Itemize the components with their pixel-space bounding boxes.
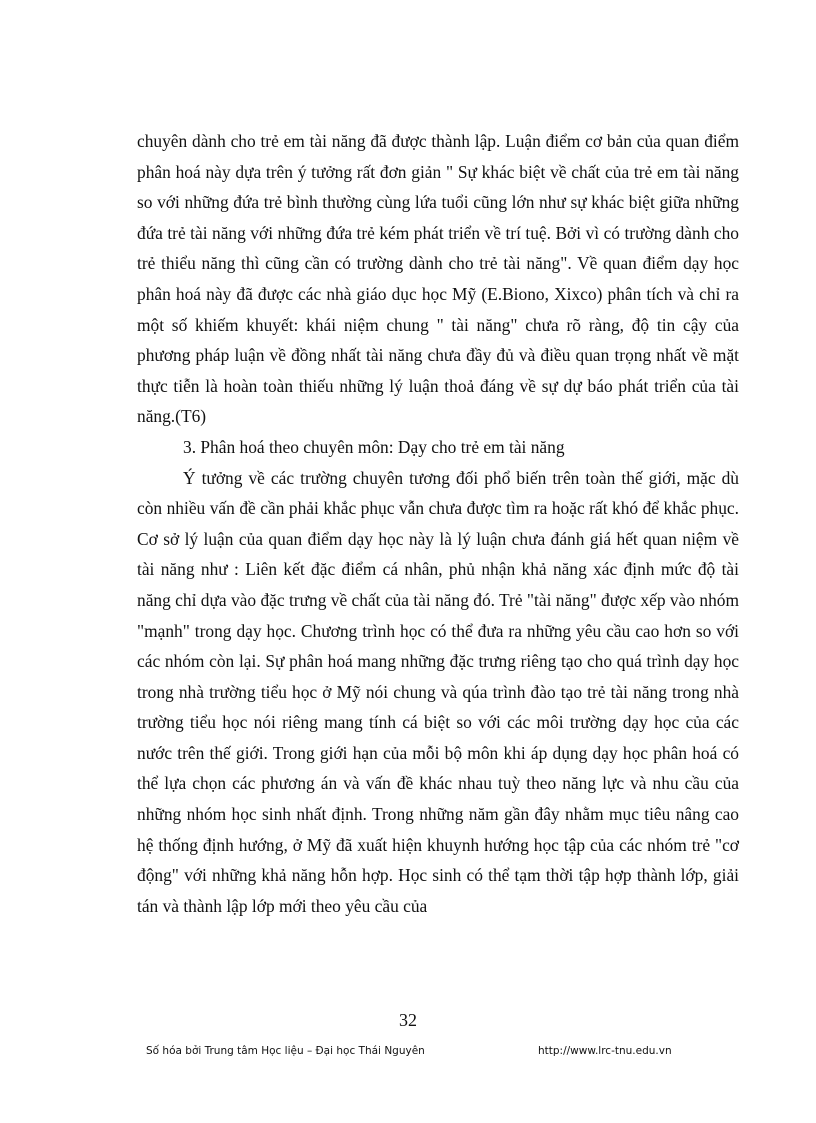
paragraph-body: Ý tưởng về các trường chuyên tương đối phổ biến trên toàn thế giới, mặc dù còn nhiều vấn đề cần phải khắc phục vẫn chưa được tìm ra hoặc rất khó để khắc phục. Cơ sở lý luận của quan điểm dạy học này là lý luận chưa đánh giá hết quan niệm về tài năng như : Liên kết đặc điểm cá nhân, phủ nhận khả năng xác định mức độ tài năng chỉ dựa vào đặc trưng về chất của tài năng đó. Trẻ "tài năng" được xếp vào nhóm "mạnh" trong dạy học. Chương trình học có thể đưa ra những yêu cầu cao hơn so với các nhóm còn lại. Sự phân hoá mang những đặc trưng riêng tạo cho quá trình dạy học trong nhà trường tiểu học ở Mỹ nói chung và qúa trình đào tạo trẻ tài năng trong nhà trường tiểu học nói riêng mang tính cá biệt so với các môi trường dạy học của các nước trên thế giới. Trong giới hạn của mỗi bộ môn khi áp dụng dạy học phân hoá có thể lựa chọn các phương án và vấn đề khác nhau tuỳ theo năng lực và nhu cầu của những nhóm học sinh nhất định. Trong những năm gần đây nhằm mục tiêu nâng cao hệ thống định hướng, ở Mỹ đã xuất hiện khuynh hướng học tập của các nhóm trẻ "cơ động" với những khả năng hỗn hợp. Học sinh có thể tạm thời tập hợp thành lớp, giải tán và thành lập lớp mới theo yêu cầu của xyxy=(137,467,739,916)
section-heading: 3. Phân hoá theo chuyên môn: Dạy cho trẻ em tài năng xyxy=(183,436,565,457)
page-body xyxy=(137,126,739,921)
paragraph-continuation: chuyên dành cho trẻ em tài năng đã được thành lập. Luận điểm cơ bản của quan điểm phân hoá này dựa trên ý tưởng rất đơn giản " Sự khác biệt về chất của trẻ em tài năng so với những đứa trẻ bình thường cùng lứa tuổi cũng lớn như sự khác biệt giữa những đứa trẻ tài năng với những đứa trẻ kém phát triển về trí tuệ. Bởi vì có trường dành cho trẻ thiểu năng thì cũng cần có trường dành cho trẻ tài năng". Về quan điểm dạy học phân hoá này đã được các nhà giáo dục học Mỹ (E.Biono, Xixco) phân tích và chỉ ra một số khiếm khuyết: khái niệm chung " tài năng" chưa rõ ràng, độ tin cậy của phương pháp luận về đồng nhất tài năng chưa đầy đủ và điều quan trọng nhất về mặt thực tiễn là hoàn toàn thiếu những lý luận thoả đáng về sự dự báo phát triển của tài năng.(T6) xyxy=(137,131,739,427)
page-number: 32 xyxy=(399,1010,417,1030)
footer-digitization-credit: Số hóa bởi Trung tâm Học liệu – Đại học Thái Nguyên xyxy=(146,1045,425,1057)
footer-url: http://www.lrc-tnu.edu.vn xyxy=(538,1045,672,1057)
footer xyxy=(0,1043,816,1059)
